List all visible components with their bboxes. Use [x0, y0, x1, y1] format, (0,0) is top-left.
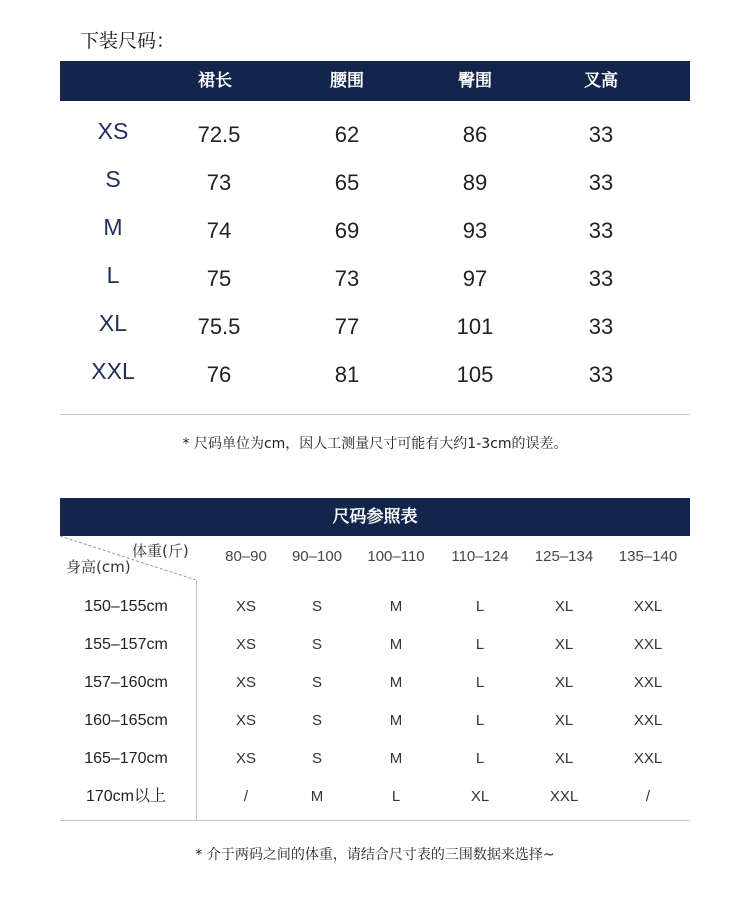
size-cell: 86: [462, 122, 488, 147]
corner-weight-label: 体重(斤): [132, 542, 189, 560]
size-row: [60, 255, 690, 303]
height-range-label: 165–170cm: [84, 750, 168, 767]
recommended-size-cell: L: [475, 598, 485, 615]
size-cell: 65: [334, 170, 360, 195]
recommended-size-cell: XS: [235, 712, 257, 729]
height-range-label: 170cm以上: [85, 788, 167, 805]
size-table-note: * 尺码单位为cm，因人工测量尺寸可能有大约1-3cm的误差。: [182, 436, 568, 452]
recommended-size-cell: L: [475, 674, 485, 691]
reference-row: [60, 626, 690, 664]
size-table-bottom-rule: [60, 414, 690, 415]
size-label: M: [103, 214, 123, 240]
size-row: [60, 303, 690, 351]
size-row: [60, 111, 690, 159]
recommended-size-cell: XXL: [633, 636, 663, 653]
weight-range-header: 100–110: [367, 548, 425, 565]
size-cell: 89: [462, 170, 488, 195]
recommended-size-cell: S: [311, 598, 323, 615]
height-range-label: 155–157cm: [84, 636, 168, 653]
size-row: [60, 207, 690, 255]
reference-table-corner: [60, 536, 196, 580]
corner-height-label: 身高(cm): [66, 558, 131, 576]
header-waist: 腰围: [330, 71, 364, 91]
size-label: XXL: [91, 358, 135, 384]
size-cell: 77: [334, 314, 360, 339]
recommended-size-cell: XL: [554, 636, 574, 653]
size-cell: 69: [334, 218, 360, 243]
height-range-label: 150–155cm: [84, 598, 168, 615]
recommended-size-cell: XXL: [549, 788, 579, 805]
header-slit-height: 叉高: [584, 71, 618, 91]
size-label: XL: [98, 310, 128, 336]
recommended-size-cell: M: [389, 674, 403, 691]
recommended-size-cell: XXL: [633, 598, 663, 615]
size-cell: 73: [206, 170, 232, 195]
reference-table-title: 尺码参照表: [60, 498, 690, 536]
size-cell: 81: [334, 362, 360, 387]
recommended-size-cell: XXL: [633, 750, 663, 767]
size-cell: 62: [334, 122, 360, 147]
recommended-size-cell: S: [311, 636, 323, 653]
recommended-size-cell: XS: [235, 674, 257, 691]
recommended-size-cell: M: [389, 636, 403, 653]
size-cell: 73: [334, 266, 360, 291]
size-cell: 75: [206, 266, 232, 291]
recommended-size-cell: XS: [235, 750, 257, 767]
recommended-size-cell: S: [311, 750, 323, 767]
weight-range-header: 80–90: [225, 548, 267, 565]
recommended-size-cell: XXL: [633, 674, 663, 691]
recommended-size-cell: XL: [554, 598, 574, 615]
size-table-body: [60, 111, 690, 399]
recommended-size-cell: S: [311, 674, 323, 691]
recommended-size-cell: XXL: [633, 712, 663, 729]
recommended-size-cell: XL: [554, 674, 574, 691]
weight-range-header: 135–140: [618, 548, 678, 565]
size-cell: 76: [206, 362, 232, 387]
recommended-size-cell: M: [389, 712, 403, 729]
size-cell: 93: [462, 218, 488, 243]
reference-table-note: * 介于两码之间的体重，请结合尺寸表的三围数据来选择~: [195, 847, 555, 863]
size-cell: 75.5: [197, 314, 241, 339]
size-label: S: [105, 166, 121, 192]
size-cell: 101: [456, 314, 494, 339]
reference-row: [60, 702, 690, 740]
height-range-label: 160–165cm: [84, 712, 168, 729]
recommended-size-cell: L: [475, 750, 485, 767]
size-cell: 74: [206, 218, 232, 243]
height-range-label: 157–160cm: [84, 674, 168, 691]
recommended-size-cell: XS: [235, 598, 257, 615]
size-cell: 33: [588, 362, 614, 387]
reference-row: [60, 740, 690, 778]
size-table-header: [60, 61, 690, 101]
size-cell: 33: [588, 266, 614, 291]
weight-range-header: 110–124: [451, 548, 509, 565]
size-cell: 33: [588, 314, 614, 339]
header-skirt-length: 裙长: [198, 71, 232, 91]
recommended-size-cell: /: [645, 788, 651, 805]
recommended-size-cell: XL: [470, 788, 490, 805]
size-row: [60, 351, 690, 399]
recommended-size-cell: /: [243, 788, 249, 805]
section-title: 下装尺码：: [80, 30, 176, 52]
size-cell: 33: [588, 170, 614, 195]
recommended-size-cell: XL: [554, 712, 574, 729]
recommended-size-cell: XS: [235, 636, 257, 653]
size-cell: 72.5: [197, 122, 241, 147]
recommended-size-cell: L: [475, 636, 485, 653]
recommended-size-cell: S: [311, 712, 323, 729]
weight-range-header: 125–134: [534, 548, 594, 565]
size-cell: 33: [588, 218, 614, 243]
size-label: XS: [97, 118, 129, 144]
size-cell: 33: [588, 122, 614, 147]
size-row: [60, 159, 690, 207]
reference-row: [60, 588, 690, 626]
size-cell: 97: [462, 266, 488, 291]
recommended-size-cell: L: [391, 788, 401, 805]
recommended-size-cell: L: [475, 712, 485, 729]
header-hip: 臀围: [458, 71, 492, 91]
weight-range-header: 90–100: [291, 548, 343, 565]
size-label: L: [106, 262, 120, 288]
recommended-size-cell: M: [389, 598, 403, 615]
recommended-size-cell: M: [389, 750, 403, 767]
size-cell: 105: [456, 362, 494, 387]
reference-table-body: [60, 588, 690, 816]
reference-row: [60, 778, 690, 816]
recommended-size-cell: XL: [554, 750, 574, 767]
reference-table-bottom-rule: [60, 820, 690, 821]
reference-row: [60, 664, 690, 702]
recommended-size-cell: M: [310, 788, 324, 805]
